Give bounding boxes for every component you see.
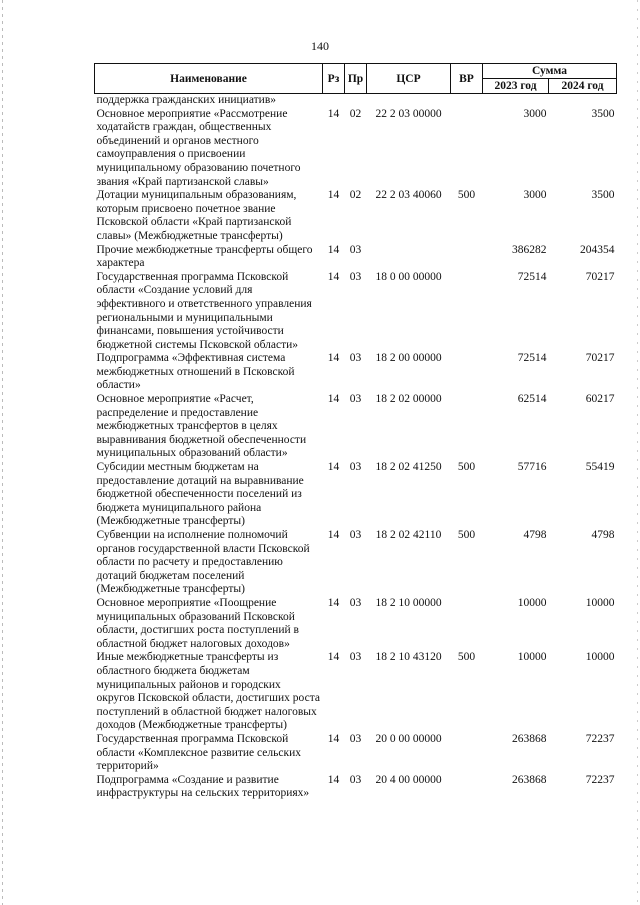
row-name: поддержка гражданских инициатив»	[96, 94, 277, 106]
header-csr: ЦСР	[367, 64, 451, 94]
row-sum-2023: 263868	[512, 732, 547, 745]
row-pr: 02	[349, 107, 362, 120]
row-sum-2024	[549, 94, 617, 108]
row-sum-2023: 4798	[523, 529, 547, 541]
row-sum-2024: 72237	[585, 732, 615, 745]
row-sum-2024: 70217	[585, 270, 615, 283]
table-row	[95, 393, 617, 461]
row-vr: 500	[457, 529, 476, 541]
row-sum-2023: 3000	[523, 107, 547, 120]
row-sum-2024: 72237	[585, 773, 615, 786]
row-vr	[451, 271, 483, 353]
row-sum-2024: 4798	[591, 529, 615, 541]
row-pr: 03	[349, 651, 362, 664]
table-header	[95, 64, 617, 94]
row-vr	[451, 352, 483, 393]
table-row	[95, 733, 617, 774]
row-sum-2023: 10000	[517, 651, 547, 664]
table-row	[95, 271, 617, 353]
row-sum-2023: 62514	[517, 393, 547, 406]
row-pr: 03	[349, 352, 362, 365]
table-row	[95, 774, 617, 801]
row-sum-2024: 60217	[585, 393, 615, 406]
row-pr: 03	[349, 596, 362, 609]
row-csr: 18 2 10 43120	[375, 651, 442, 664]
scan-edge-left	[2, 0, 3, 905]
row-csr: 20 0 00 00000	[375, 732, 442, 745]
row-sum-2024: 10000	[585, 596, 615, 609]
table-row	[95, 108, 617, 190]
row-rz: 14	[327, 461, 340, 474]
row-rz: 14	[327, 773, 340, 786]
table-row	[95, 189, 617, 243]
row-rz: 14	[327, 732, 340, 745]
row-name: Основное мероприятие «Расчет, распределение и предоставление межбюджетных трансфертов в целях выравнивания бюджетной обеспеченности муниципальных образований области»	[96, 393, 307, 460]
row-sum-2024: 55419	[585, 461, 615, 474]
row-csr: 18 0 00 00000	[375, 270, 442, 283]
page-number: 140	[311, 39, 329, 53]
row-vr: 500	[457, 461, 476, 474]
header-name: Наименование	[95, 64, 323, 94]
row-csr: 18 2 02 41250	[375, 461, 442, 474]
row-rz	[323, 94, 345, 108]
row-rz: 14	[327, 352, 340, 365]
row-pr: 03	[349, 529, 362, 541]
table-row	[95, 461, 617, 529]
row-name: Прочие межбюджетные трансферты общего характера	[96, 243, 313, 270]
table-row	[95, 651, 617, 733]
row-sum-2024: 3500	[591, 189, 615, 202]
scan-edge-right	[637, 0, 638, 905]
row-pr: 03	[349, 243, 362, 256]
row-rz: 14	[327, 270, 340, 283]
row-rz: 14	[327, 107, 340, 120]
budget-table	[94, 63, 617, 801]
header-rz: Рз	[323, 64, 345, 94]
row-vr: 500	[457, 189, 476, 202]
row-pr: 03	[349, 773, 362, 786]
row-sum-2024: 204354	[580, 243, 615, 256]
header-vr: ВР	[451, 64, 483, 94]
row-name: Субвенции на исполнение полномочий органов государственной власти Псковской области по расчету и предоставлению дотаций бюджетам поселений (Межбюджетные трансферты)	[96, 529, 310, 596]
row-csr	[367, 244, 451, 271]
row-pr: 02	[349, 189, 362, 202]
row-pr: 03	[349, 270, 362, 283]
row-vr	[451, 733, 483, 774]
row-sum-2023: 10000	[517, 596, 547, 609]
row-vr	[451, 94, 483, 108]
row-vr	[451, 244, 483, 271]
row-name: Субсидии местным бюджетам на предоставление дотаций на выравнивание бюджетной обеспеченности поселений из бюджета муниципального района (Межбюджетные трансферты)	[96, 461, 304, 528]
row-rz: 14	[327, 529, 340, 541]
row-name: Дотации муниципальным образованиям, которым присвоено почетное звание Псковской области «Край партизанской славы» (Межбюджетные трансферты)	[96, 189, 297, 242]
row-pr: 03	[349, 461, 362, 474]
row-pr: 03	[349, 393, 362, 406]
row-csr: 22 2 03 00000	[375, 107, 442, 120]
row-vr	[451, 774, 483, 801]
table-row	[95, 94, 617, 108]
table-row	[95, 244, 617, 271]
row-sum-2023: 57716	[517, 461, 547, 474]
row-sum-2024: 70217	[585, 352, 615, 365]
row-csr: 22 2 03 40060	[375, 189, 442, 202]
row-name: Основное мероприятие «Рассмотрение ходатайств граждан, общественных объединений и органов местного самоуправления о присвоении муниципальному образованию почетного звания «Край партизанской славы»	[96, 107, 301, 188]
row-vr	[451, 108, 483, 190]
row-name: Подпрограмма «Эффективная система межбюджетных отношений в Псковской области»	[96, 352, 295, 392]
row-sum-2024: 10000	[585, 651, 615, 664]
row-vr	[451, 393, 483, 461]
header-year-2024: 2024 год	[549, 79, 617, 94]
row-name: Государственная программа Псковской области «Создание условий для эффективного и ответственного управления региональными и муниципальными финансами, повышения устойчивости бюджетной системы Псковской области»	[96, 270, 312, 351]
row-sum-2023: 3000	[523, 189, 547, 202]
row-sum-2024: 3500	[591, 107, 615, 120]
row-name: Основное мероприятие «Поощрение муниципальных образований Псковской области, достигших роста поступлений в областной бюджет налоговых доходов»	[96, 596, 299, 650]
row-csr: 18 2 02 42110	[375, 529, 442, 541]
table-row	[95, 597, 617, 651]
row-sum-2023: 263868	[512, 773, 547, 786]
row-sum-2023: 72514	[517, 270, 547, 283]
row-csr	[367, 94, 451, 108]
header-sum: Сумма	[483, 64, 617, 79]
row-name: Подпрограмма «Создание и развитие инфраструктуры на сельских территориях»	[96, 773, 310, 800]
header-year-2023: 2023 год	[483, 79, 549, 94]
table-body	[95, 94, 617, 801]
row-sum-2023	[483, 94, 549, 108]
row-name: Иные межбюджетные трансферты из областного бюджета бюджетам муниципальных районов и городских округов Псковской области, достигших роста поступлений в областной бюджет налоговых доходов (Межбюджетные трансферты)	[96, 651, 320, 732]
row-name: Государственная программа Псковской области «Комплексное развитие сельских территорий»	[96, 732, 301, 773]
row-csr: 18 2 02 00000	[375, 393, 442, 406]
row-rz: 14	[327, 243, 340, 256]
row-csr: 18 2 00 00000	[375, 352, 442, 365]
row-rz: 14	[327, 189, 340, 202]
row-csr: 20 4 00 00000	[375, 773, 442, 786]
row-pr	[345, 94, 367, 108]
row-sum-2023: 72514	[517, 352, 547, 365]
row-rz: 14	[327, 596, 340, 609]
table-row	[95, 352, 617, 393]
header-pr: Пр	[345, 64, 367, 94]
row-rz: 14	[327, 393, 340, 406]
table-row	[95, 529, 617, 597]
row-sum-2023: 386282	[512, 243, 547, 256]
row-rz: 14	[327, 651, 340, 664]
row-pr: 03	[349, 732, 362, 745]
row-vr: 500	[457, 651, 476, 664]
row-csr: 18 2 10 00000	[375, 596, 442, 609]
row-vr	[451, 597, 483, 651]
